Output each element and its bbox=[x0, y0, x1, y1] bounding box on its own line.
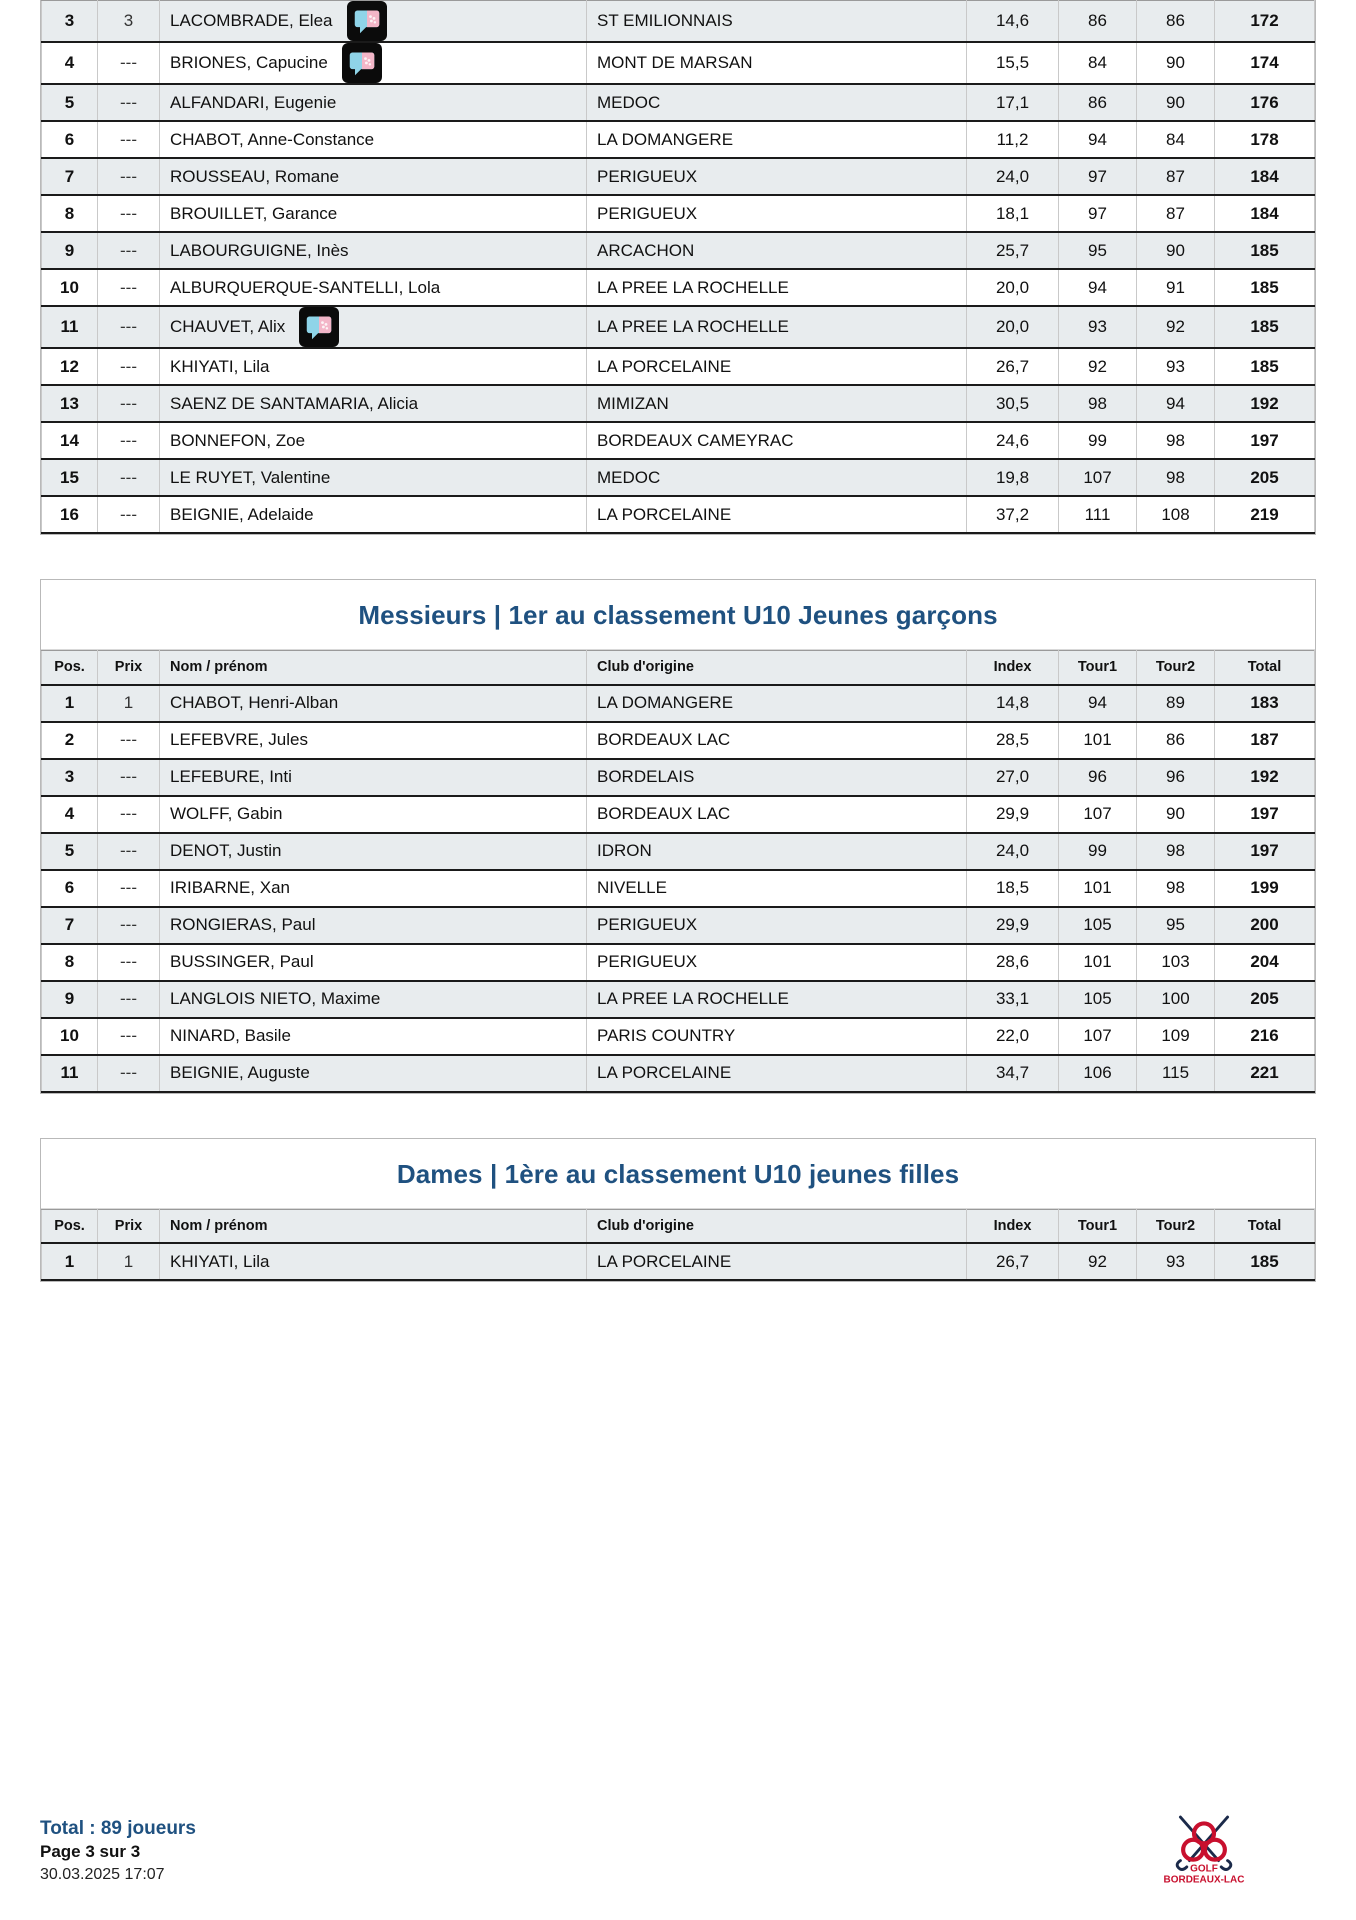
table-header-row bbox=[42, 651, 1315, 685]
cell-tour1: 86 bbox=[1059, 1, 1137, 43]
cell-total: 183 bbox=[1215, 685, 1315, 722]
cell-index: 29,9 bbox=[967, 796, 1059, 833]
cell-index: 25,7 bbox=[967, 232, 1059, 269]
cell-nom bbox=[160, 459, 587, 496]
player-name: LACOMBRADE, Elea bbox=[170, 11, 333, 30]
cell-tour1: 105 bbox=[1059, 907, 1137, 944]
logo-line1: GOLF bbox=[1190, 1863, 1218, 1875]
cell-prix: --- bbox=[98, 759, 160, 796]
cell-total: 185 bbox=[1215, 306, 1315, 348]
cell-tour1: 111 bbox=[1059, 496, 1137, 533]
cell-nom bbox=[160, 944, 587, 981]
cell-prix: --- bbox=[98, 944, 160, 981]
table-row bbox=[42, 722, 1315, 759]
cell-tour2: 90 bbox=[1137, 796, 1215, 833]
cell-tour1: 99 bbox=[1059, 422, 1137, 459]
cell-prix: --- bbox=[98, 232, 160, 269]
results-table-dames-continued bbox=[40, 0, 1316, 535]
player-name: CHAUVET, Alix bbox=[170, 317, 286, 336]
cell-club: PERIGUEUX bbox=[587, 944, 967, 981]
cell-total: 185 bbox=[1215, 348, 1315, 385]
player-name: IRIBARNE, Xan bbox=[170, 878, 290, 897]
cell-prix: --- bbox=[98, 158, 160, 195]
cell-index: 19,8 bbox=[967, 459, 1059, 496]
total-players-label: Total : 89 joueurs bbox=[40, 1817, 196, 1839]
cell-club: PERIGUEUX bbox=[587, 195, 967, 232]
cell-club: ARCACHON bbox=[587, 232, 967, 269]
column-header-tour1: Tour1 bbox=[1059, 1209, 1137, 1243]
speech-bubble-icon bbox=[342, 43, 382, 83]
cell-total: 197 bbox=[1215, 833, 1315, 870]
cell-tour1: 107 bbox=[1059, 459, 1137, 496]
cell-pos: 6 bbox=[42, 870, 98, 907]
cell-tour1: 105 bbox=[1059, 981, 1137, 1018]
cell-prix: --- bbox=[98, 496, 160, 533]
cell-tour1: 96 bbox=[1059, 759, 1137, 796]
golf-bordeaux-lac-logo bbox=[1158, 1808, 1250, 1886]
cell-prix: --- bbox=[98, 459, 160, 496]
player-name: WOLFF, Gabin bbox=[170, 804, 283, 823]
cell-prix: --- bbox=[98, 195, 160, 232]
cell-nom bbox=[160, 496, 587, 533]
table-row bbox=[42, 269, 1315, 306]
cell-prix: --- bbox=[98, 981, 160, 1018]
cell-club: LA PORCELAINE bbox=[587, 496, 967, 533]
player-name: ALFANDARI, Eugenie bbox=[170, 92, 337, 112]
results-table-dames-u10 bbox=[40, 1138, 1316, 1283]
cell-pos: 13 bbox=[42, 385, 98, 422]
cell-total: 204 bbox=[1215, 944, 1315, 981]
column-header-tour1: Tour1 bbox=[1059, 651, 1137, 685]
cell-index: 20,0 bbox=[967, 306, 1059, 348]
table-row bbox=[42, 1055, 1315, 1092]
table-row bbox=[42, 685, 1315, 722]
cell-prix: 1 bbox=[98, 685, 160, 722]
results-table bbox=[41, 0, 1315, 534]
cell-club: LA PORCELAINE bbox=[587, 1055, 967, 1092]
table-row bbox=[42, 981, 1315, 1018]
cell-pos: 7 bbox=[42, 158, 98, 195]
cell-pos: 12 bbox=[42, 348, 98, 385]
cell-club: MEDOC bbox=[587, 84, 967, 121]
cell-pos: 7 bbox=[42, 907, 98, 944]
cell-club: BORDEAUX CAMEYRAC bbox=[587, 422, 967, 459]
table-row bbox=[42, 496, 1315, 533]
cell-pos: 16 bbox=[42, 496, 98, 533]
cell-nom bbox=[160, 907, 587, 944]
cell-index: 24,0 bbox=[967, 833, 1059, 870]
player-name: RONGIERAS, Paul bbox=[170, 915, 316, 934]
cell-index: 29,9 bbox=[967, 907, 1059, 944]
results-table-messieurs-u10 bbox=[40, 579, 1316, 1094]
cell-club: PARIS COUNTRY bbox=[587, 1018, 967, 1055]
page-number-label: Page 3 sur 3 bbox=[40, 1842, 141, 1862]
cell-total: 174 bbox=[1215, 42, 1315, 84]
table-row bbox=[42, 158, 1315, 195]
cell-index: 17,1 bbox=[967, 84, 1059, 121]
cell-index: 14,6 bbox=[967, 1, 1059, 43]
cell-nom bbox=[160, 870, 587, 907]
cell-total: 205 bbox=[1215, 981, 1315, 1018]
cell-tour2: 91 bbox=[1137, 269, 1215, 306]
cell-nom bbox=[160, 1018, 587, 1055]
cell-nom bbox=[160, 422, 587, 459]
cell-total: 219 bbox=[1215, 496, 1315, 533]
cell-nom bbox=[160, 232, 587, 269]
cell-club: MEDOC bbox=[587, 459, 967, 496]
cell-pos: 11 bbox=[42, 1055, 98, 1092]
cell-prix: --- bbox=[98, 385, 160, 422]
column-header-index: Index bbox=[967, 1209, 1059, 1243]
player-name: LANGLOIS NIETO, Maxime bbox=[170, 989, 381, 1008]
cell-prix: --- bbox=[98, 121, 160, 158]
cell-club: BORDEAUX LAC bbox=[587, 722, 967, 759]
cell-index: 33,1 bbox=[967, 981, 1059, 1018]
table-header-row bbox=[42, 1209, 1315, 1243]
cell-prix: --- bbox=[98, 870, 160, 907]
cell-club: BORDEAUX LAC bbox=[587, 796, 967, 833]
page-footer bbox=[40, 1808, 1316, 1886]
player-name: LEFEBURE, Inti bbox=[170, 767, 292, 786]
table-row bbox=[42, 422, 1315, 459]
cell-tour2: 86 bbox=[1137, 1, 1215, 43]
cell-tour1: 92 bbox=[1059, 1243, 1137, 1280]
player-name: KHIYATI, Lila bbox=[170, 1251, 270, 1271]
table-row bbox=[42, 306, 1315, 348]
cell-nom bbox=[160, 121, 587, 158]
cell-prix: --- bbox=[98, 269, 160, 306]
cell-pos: 11 bbox=[42, 306, 98, 348]
cell-nom bbox=[160, 981, 587, 1018]
table-row bbox=[42, 348, 1315, 385]
cell-club: PERIGUEUX bbox=[587, 907, 967, 944]
cell-tour1: 106 bbox=[1059, 1055, 1137, 1092]
cell-total: 178 bbox=[1215, 121, 1315, 158]
cell-total: 199 bbox=[1215, 870, 1315, 907]
cell-nom bbox=[160, 84, 587, 121]
cell-pos: 4 bbox=[42, 796, 98, 833]
cell-tour1: 94 bbox=[1059, 121, 1137, 158]
cell-tour2: 96 bbox=[1137, 759, 1215, 796]
tables-container bbox=[40, 0, 1316, 1282]
cell-club: LA PREE LA ROCHELLE bbox=[587, 306, 967, 348]
cell-pos: 6 bbox=[42, 121, 98, 158]
cell-tour2: 92 bbox=[1137, 306, 1215, 348]
cell-prix: --- bbox=[98, 84, 160, 121]
cell-club: NIVELLE bbox=[587, 870, 967, 907]
cell-club: LA PREE LA ROCHELLE bbox=[587, 269, 967, 306]
cell-index: 15,5 bbox=[967, 42, 1059, 84]
cell-index: 27,0 bbox=[967, 759, 1059, 796]
table-row bbox=[42, 1018, 1315, 1055]
cell-tour2: 109 bbox=[1137, 1018, 1215, 1055]
cell-index: 34,7 bbox=[967, 1055, 1059, 1092]
cell-pos: 8 bbox=[42, 944, 98, 981]
column-header-prix: Prix bbox=[98, 651, 160, 685]
player-name: BEIGNIE, Adelaide bbox=[170, 504, 314, 524]
cell-tour1: 101 bbox=[1059, 944, 1137, 981]
cell-prix: --- bbox=[98, 1055, 160, 1092]
cell-tour1: 97 bbox=[1059, 158, 1137, 195]
cell-tour2: 98 bbox=[1137, 459, 1215, 496]
column-header-total: Total bbox=[1215, 1209, 1315, 1243]
cell-nom bbox=[160, 42, 587, 84]
cell-tour1: 99 bbox=[1059, 833, 1137, 870]
cell-nom bbox=[160, 269, 587, 306]
cell-total: 185 bbox=[1215, 1243, 1315, 1280]
cell-total: 192 bbox=[1215, 759, 1315, 796]
cell-pos: 3 bbox=[42, 1, 98, 43]
cell-nom bbox=[160, 385, 587, 422]
player-name: LEFEBVRE, Jules bbox=[170, 730, 308, 749]
cell-total: 205 bbox=[1215, 459, 1315, 496]
table-row bbox=[42, 870, 1315, 907]
column-header-prix: Prix bbox=[98, 1209, 160, 1243]
cell-prix: --- bbox=[98, 1018, 160, 1055]
cell-prix: --- bbox=[98, 348, 160, 385]
cell-total: 172 bbox=[1215, 1, 1315, 43]
cell-tour2: 84 bbox=[1137, 121, 1215, 158]
cell-nom bbox=[160, 796, 587, 833]
cell-tour2: 89 bbox=[1137, 685, 1215, 722]
cell-tour1: 86 bbox=[1059, 84, 1137, 121]
table-title: Dames | 1ère au classement U10 jeunes filles bbox=[41, 1139, 1315, 1209]
player-name: BRIONES, Capucine bbox=[170, 53, 328, 72]
cell-pos: 10 bbox=[42, 269, 98, 306]
cell-tour2: 87 bbox=[1137, 195, 1215, 232]
player-name: BONNEFON, Zoe bbox=[170, 430, 306, 450]
cell-total: 216 bbox=[1215, 1018, 1315, 1055]
cell-prix: 3 bbox=[98, 1, 160, 43]
cell-prix: --- bbox=[98, 833, 160, 870]
player-name: ALBURQUERQUE-SANTELLI, Lola bbox=[170, 277, 441, 297]
table-title: Messieurs | 1er au classement U10 Jeunes garçons bbox=[41, 580, 1315, 650]
cell-index: 30,5 bbox=[967, 385, 1059, 422]
column-header-club: Club d'origine bbox=[587, 1209, 967, 1243]
cell-prix: --- bbox=[98, 796, 160, 833]
cell-tour2: 93 bbox=[1137, 1243, 1215, 1280]
cell-index: 24,6 bbox=[967, 422, 1059, 459]
cell-total: 184 bbox=[1215, 195, 1315, 232]
logo-line2: BORDEAUX-LAC bbox=[1163, 1874, 1245, 1886]
player-name: SAENZ DE SANTAMARIA, Alicia bbox=[170, 393, 419, 413]
cell-pos: 1 bbox=[42, 1243, 98, 1280]
cell-pos: 4 bbox=[42, 42, 98, 84]
cell-tour2: 86 bbox=[1137, 722, 1215, 759]
cell-club: PERIGUEUX bbox=[587, 158, 967, 195]
player-name: BEIGNIE, Auguste bbox=[170, 1063, 310, 1082]
cell-pos: 15 bbox=[42, 459, 98, 496]
cell-prix: --- bbox=[98, 722, 160, 759]
cell-club: ST EMILIONNAIS bbox=[587, 1, 967, 43]
cell-tour1: 101 bbox=[1059, 870, 1137, 907]
player-name: ROUSSEAU, Romane bbox=[170, 166, 340, 186]
column-header-nom: Nom / prénom bbox=[160, 651, 587, 685]
column-header-club: Club d'origine bbox=[587, 651, 967, 685]
cell-tour1: 93 bbox=[1059, 306, 1137, 348]
cell-tour2: 87 bbox=[1137, 158, 1215, 195]
table-row bbox=[42, 833, 1315, 870]
table-row bbox=[42, 944, 1315, 981]
cell-index: 18,1 bbox=[967, 195, 1059, 232]
cell-prix: --- bbox=[98, 306, 160, 348]
cell-tour2: 90 bbox=[1137, 42, 1215, 84]
column-header-nom: Nom / prénom bbox=[160, 1209, 587, 1243]
table-row bbox=[42, 385, 1315, 422]
table-row bbox=[42, 195, 1315, 232]
cell-pos: 3 bbox=[42, 759, 98, 796]
cell-nom bbox=[160, 1055, 587, 1092]
table-row bbox=[42, 1, 1315, 43]
cell-nom bbox=[160, 759, 587, 796]
cell-tour2: 93 bbox=[1137, 348, 1215, 385]
player-name: LE RUYET, Valentine bbox=[170, 467, 331, 487]
cell-club: MONT DE MARSAN bbox=[587, 42, 967, 84]
cell-total: 185 bbox=[1215, 269, 1315, 306]
cell-club: LA PORCELAINE bbox=[587, 1243, 967, 1280]
cell-prix: --- bbox=[98, 42, 160, 84]
cell-tour1: 107 bbox=[1059, 1018, 1137, 1055]
cell-pos: 10 bbox=[42, 1018, 98, 1055]
cell-index: 28,5 bbox=[967, 722, 1059, 759]
cell-index: 18,5 bbox=[967, 870, 1059, 907]
cell-index: 37,2 bbox=[967, 496, 1059, 533]
cell-tour1: 94 bbox=[1059, 269, 1137, 306]
cell-tour2: 103 bbox=[1137, 944, 1215, 981]
cell-pos: 9 bbox=[42, 232, 98, 269]
cell-tour2: 98 bbox=[1137, 833, 1215, 870]
cell-tour2: 98 bbox=[1137, 422, 1215, 459]
cell-club: LA PREE LA ROCHELLE bbox=[587, 981, 967, 1018]
table-row bbox=[42, 459, 1315, 496]
cell-tour1: 107 bbox=[1059, 796, 1137, 833]
cell-prix: 1 bbox=[98, 1243, 160, 1280]
column-header-tour2: Tour2 bbox=[1137, 651, 1215, 685]
cell-total: 176 bbox=[1215, 84, 1315, 121]
speech-bubble-icon bbox=[299, 307, 339, 347]
cell-index: 20,0 bbox=[967, 269, 1059, 306]
cell-total: 197 bbox=[1215, 796, 1315, 833]
cell-tour2: 98 bbox=[1137, 870, 1215, 907]
cell-tour1: 95 bbox=[1059, 232, 1137, 269]
cell-tour1: 97 bbox=[1059, 195, 1137, 232]
cell-nom bbox=[160, 158, 587, 195]
cell-total: 197 bbox=[1215, 422, 1315, 459]
cell-total: 221 bbox=[1215, 1055, 1315, 1092]
table-row bbox=[42, 759, 1315, 796]
cell-index: 26,7 bbox=[967, 1243, 1059, 1280]
cell-pos: 9 bbox=[42, 981, 98, 1018]
player-name: KHIYATI, Lila bbox=[170, 356, 270, 376]
cell-club: IDRON bbox=[587, 833, 967, 870]
column-header-tour2: Tour2 bbox=[1137, 1209, 1215, 1243]
cell-tour1: 101 bbox=[1059, 722, 1137, 759]
cell-tour2: 94 bbox=[1137, 385, 1215, 422]
cell-total: 192 bbox=[1215, 385, 1315, 422]
player-name: NINARD, Basile bbox=[170, 1026, 291, 1045]
cell-index: 11,2 bbox=[967, 121, 1059, 158]
results-table bbox=[41, 1209, 1315, 1282]
cell-club: LA DOMANGERE bbox=[587, 121, 967, 158]
table-row bbox=[42, 84, 1315, 121]
cell-total: 185 bbox=[1215, 232, 1315, 269]
cell-tour1: 94 bbox=[1059, 685, 1137, 722]
cell-total: 200 bbox=[1215, 907, 1315, 944]
table-row bbox=[42, 907, 1315, 944]
cell-nom bbox=[160, 195, 587, 232]
player-name: BROUILLET, Garance bbox=[170, 203, 338, 223]
table-row bbox=[42, 121, 1315, 158]
column-header-total: Total bbox=[1215, 651, 1315, 685]
cell-total: 184 bbox=[1215, 158, 1315, 195]
cell-pos: 1 bbox=[42, 685, 98, 722]
footer-text-block bbox=[40, 1816, 196, 1886]
cell-tour2: 100 bbox=[1137, 981, 1215, 1018]
player-name: CHABOT, Henri-Alban bbox=[170, 693, 339, 712]
cell-tour2: 108 bbox=[1137, 496, 1215, 533]
results-table bbox=[41, 650, 1315, 1093]
table-row bbox=[42, 42, 1315, 84]
cell-nom bbox=[160, 348, 587, 385]
cell-tour2: 95 bbox=[1137, 907, 1215, 944]
cell-pos: 14 bbox=[42, 422, 98, 459]
cell-pos: 5 bbox=[42, 833, 98, 870]
cell-club: BORDELAIS bbox=[587, 759, 967, 796]
player-name: LABOURGUIGNE, Inès bbox=[170, 240, 349, 260]
cell-nom bbox=[160, 833, 587, 870]
cell-tour1: 98 bbox=[1059, 385, 1137, 422]
cell-prix: --- bbox=[98, 422, 160, 459]
cell-nom bbox=[160, 685, 587, 722]
speech-bubble-icon bbox=[347, 1, 387, 41]
cell-index: 26,7 bbox=[967, 348, 1059, 385]
cell-pos: 8 bbox=[42, 195, 98, 232]
cell-tour2: 115 bbox=[1137, 1055, 1215, 1092]
player-name: BUSSINGER, Paul bbox=[170, 952, 314, 971]
table-row bbox=[42, 796, 1315, 833]
cell-index: 14,8 bbox=[967, 685, 1059, 722]
cell-club: LA PORCELAINE bbox=[587, 348, 967, 385]
cell-tour1: 92 bbox=[1059, 348, 1137, 385]
cell-index: 28,6 bbox=[967, 944, 1059, 981]
cell-tour2: 90 bbox=[1137, 232, 1215, 269]
column-header-pos: Pos. bbox=[42, 1209, 98, 1243]
player-name: DENOT, Justin bbox=[170, 841, 282, 860]
cell-tour1: 84 bbox=[1059, 42, 1137, 84]
generated-timestamp: 30.03.2025 17:07 bbox=[40, 1866, 165, 1884]
cell-tour2: 90 bbox=[1137, 84, 1215, 121]
cell-nom bbox=[160, 306, 587, 348]
column-header-pos: Pos. bbox=[42, 651, 98, 685]
cell-nom bbox=[160, 722, 587, 759]
column-header-index: Index bbox=[967, 651, 1059, 685]
cell-pos: 5 bbox=[42, 84, 98, 121]
table-row bbox=[42, 232, 1315, 269]
cell-index: 24,0 bbox=[967, 158, 1059, 195]
cell-nom bbox=[160, 1243, 587, 1280]
cell-total: 187 bbox=[1215, 722, 1315, 759]
table-row bbox=[42, 1243, 1315, 1280]
cell-club: LA DOMANGERE bbox=[587, 685, 967, 722]
player-name: CHABOT, Anne-Constance bbox=[170, 129, 375, 149]
cell-nom bbox=[160, 1, 587, 43]
cell-pos: 2 bbox=[42, 722, 98, 759]
cell-prix: --- bbox=[98, 907, 160, 944]
cell-club: MIMIZAN bbox=[587, 385, 967, 422]
cell-index: 22,0 bbox=[967, 1018, 1059, 1055]
